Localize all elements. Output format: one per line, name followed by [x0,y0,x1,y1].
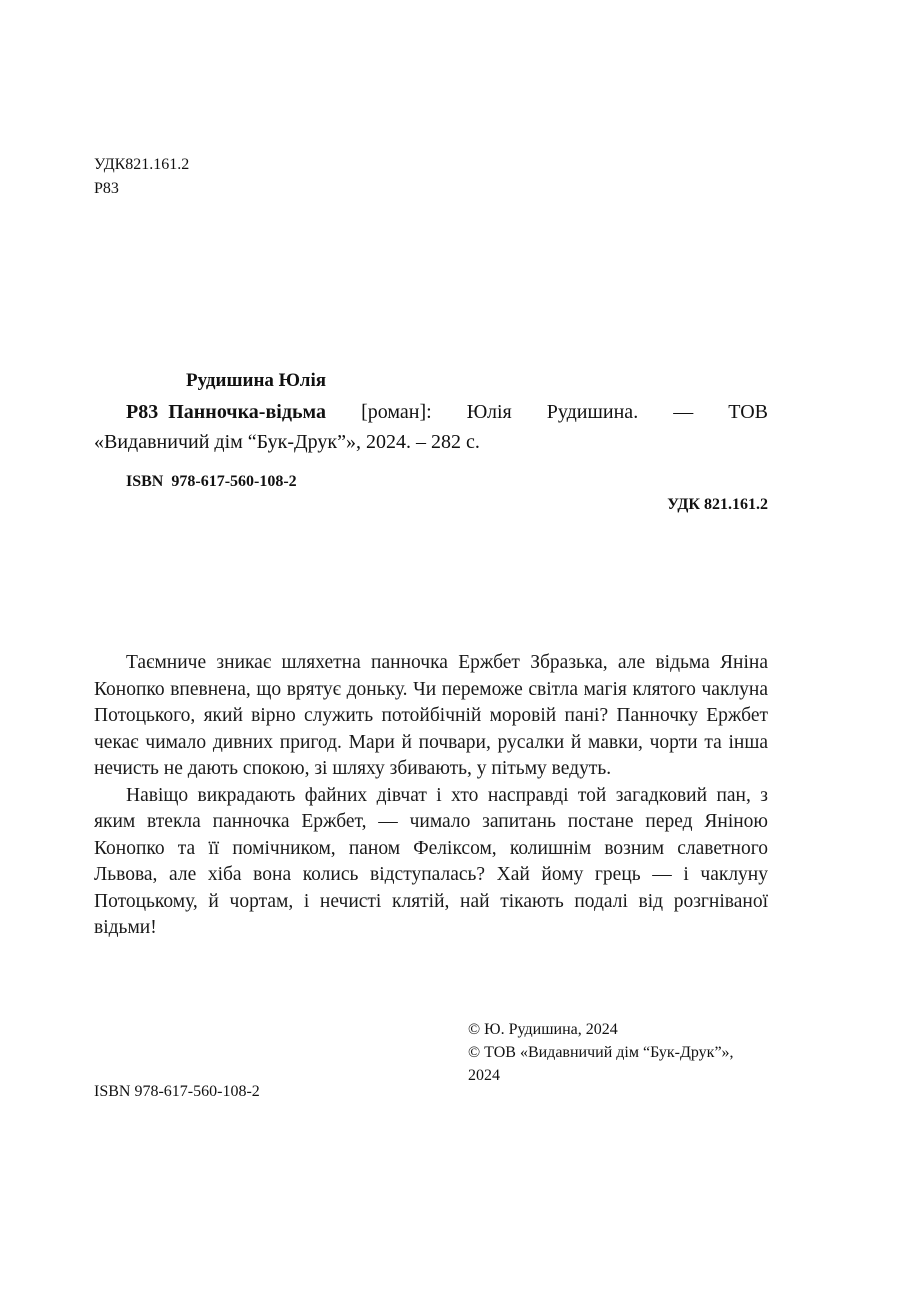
isbn-number: 978-617-560-108-2 [171,473,297,490]
udc-classification-right: УДК 821.161.2 [667,496,768,513]
bibliography-description: [роман]: Юлія Рудишина. — ТОВ [361,401,768,423]
udc-code: УДК821.161.2 [94,156,190,173]
isbn-label: ISBN [126,473,164,490]
bibliography-code: Р83 [126,401,159,423]
bibliography-entry-line2: «Видавничий дім “Бук-Друк”», 2024. – 282 с. [94,431,480,453]
copyright-author: © Ю. Рудишина, 2024 [468,1021,618,1038]
udc-classification-top [94,153,189,201]
bibliography-entry-line1 [126,397,768,427]
bibliography-author: Рудишина Юлія [186,370,327,391]
copyright-block [468,1018,734,1087]
book-title: Панночка-відьма [168,401,327,423]
copyright-year: 2024 [468,1067,500,1084]
annotation-paragraph: Таємниче зникає шляхетна панночка Ержбет Збразька, але відьма Яніна Конопко впевнена, що врятує доньку. Чи переможе світла магія клятого чаклуна Потоцького, який вірно служить потойбічній моровій пані? Панночку Ержбет чекає чимало дивних пригод. Мари й почвари, русалки й мавки, чорти та інша нечисть не дають спокою, зі шляху збивають, у пітьму ведуть. [94,652,768,779]
copyright-publisher: © ТОВ «Видавничий дім “Бук-Друк”», [468,1044,734,1061]
author-sign: Р83 [94,180,119,197]
isbn-block [126,473,297,491]
annotation-paragraph: Навіщо викрадають файних дівчат і хто насправді той загадковий пан, з яким втекла панночка Ержбет, — чимало запитань постане перед Яніною Конопко та її помічником, паном Феліксом, колишнім возним славетного Львова, але хіба вона колись відступалась? Хай йому грець — і чаклуну Потоцькому, й чортам, і нечисті клятій, най тікають подалі від розгніваної відьми! [94,784,768,938]
annotation [94,650,768,942]
isbn-bottom: ISBN 978-617-560-108-2 [94,1083,260,1100]
